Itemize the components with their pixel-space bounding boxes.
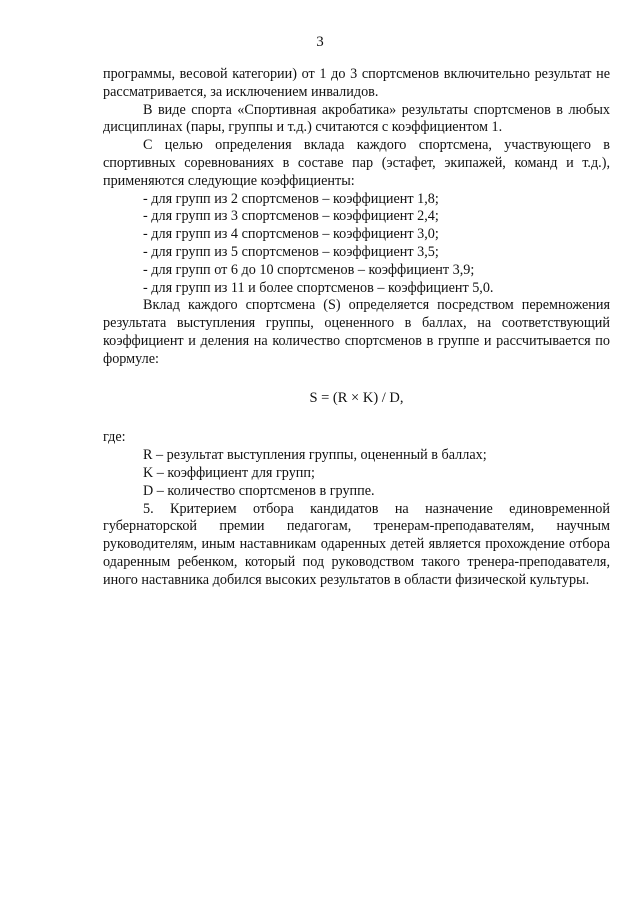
- definition-item: K – коэффициент для групп;: [143, 464, 315, 481]
- formula: S = (R × K) / D,: [309, 389, 404, 406]
- paragraph-contribution-formula-intro: Вклад каждого спортсмена (S) определяется посредством перемножения результата выступления группы, оцененного в баллах, на соответствующий коэффициент и деления на количество спортсменов в группе и рассчитывается по формуле:: [103, 297, 610, 367]
- page-number: 3: [316, 34, 324, 50]
- definition-item: R – результат выступления группы, оцененный в баллах;: [143, 447, 487, 464]
- paragraph-contribution-intro: С целью определения вклада каждого спортсмена, участвующего в спортивных соревнованиях в составе пар (эстафет, экипажей, команд и т.д.), применяются следующие коэффициенты:: [103, 137, 610, 189]
- coefficient-item: - для групп из 5 спортсменов – коэффициент 3,5;: [143, 243, 439, 260]
- coefficient-list: [103, 191, 610, 298]
- coefficient-item: - для групп из 3 спортсменов – коэффициент 2,4;: [143, 208, 439, 225]
- where-label: где:: [103, 429, 126, 446]
- document-body: [103, 66, 610, 590]
- paragraph-continuation: программы, весовой категории) от 1 до 3 спортсменов включительно результат не рассматривается, за исключением инвалидов.: [103, 66, 610, 100]
- paragraph-acrobatics: В виде спорта «Спортивная акробатика» результаты спортсменов в любых дисциплинах (пары, группы и т.д.) считаются с коэффициентом 1.: [103, 101, 610, 136]
- coefficient-item: - для групп из 11 и более спортсменов – коэффициент 5,0.: [143, 279, 494, 296]
- coefficient-item: - для групп из 4 спортсменов – коэффициент 3,0;: [143, 226, 439, 243]
- coefficient-item: - для групп из 2 спортсменов – коэффициент 1,8;: [143, 190, 439, 207]
- definition-item: D – количество спортсменов в группе.: [143, 482, 375, 499]
- paragraph-section-5: 5. Критерием отбора кандидатов на назначение единовременной губернаторской премии педагогам, тренерам-преподавателям, научным руководителям, иным наставникам одаренных детей является прохождение отбора одаренным ребенком, который под руководством такого тренера-преподавателя, иного наставника добился высоких результатов в области физической культуры.: [103, 500, 610, 588]
- definition-list: [103, 447, 610, 500]
- coefficient-item: - для групп от 6 до 10 спортсменов – коэффициент 3,9;: [143, 261, 475, 278]
